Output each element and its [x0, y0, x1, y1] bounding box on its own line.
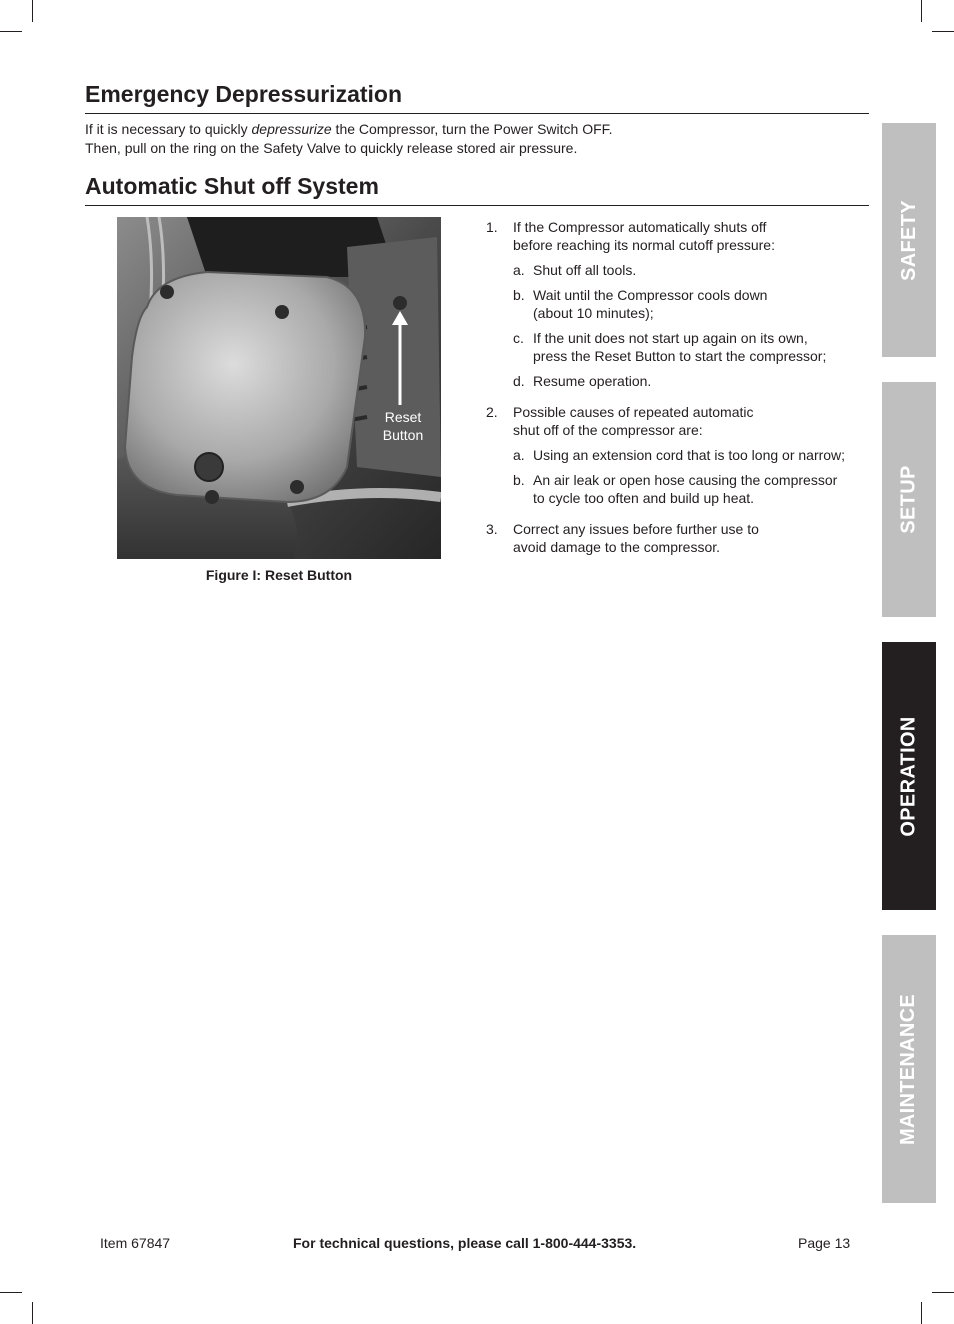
step-number: 1.: [486, 219, 498, 235]
section-heading-emergency: Emergency Depressurization: [85, 80, 869, 114]
substep-line2: press the Reset Button to start the compressor;: [533, 348, 827, 364]
substep-letter: a.: [513, 447, 525, 463]
substep-letter: c.: [513, 330, 524, 346]
substep-line2: to cycle too often and build up heat.: [533, 490, 755, 506]
step-line2: avoid damage to the compressor.: [513, 539, 721, 555]
substep-line1: An air leak or open hose causing the compressor: [533, 472, 838, 488]
compressor-photo: [117, 217, 441, 559]
substep-line2: (about 10 minutes);: [533, 305, 654, 321]
substep-letter: b.: [513, 472, 525, 488]
emergency-text-line2: Then, pull on the ring on the Safety Valve to quickly release stored air pressure.: [85, 139, 578, 156]
footer-support-line: For technical questions, please call 1-800-444-3353.: [293, 1235, 637, 1251]
substep-line1: Wait until the Compressor cools down: [533, 287, 768, 303]
section-heading-auto-shutoff: Automatic Shut off System: [85, 172, 869, 206]
crop-mark: [932, 31, 954, 32]
substep-line1: Using an extension cord that is too long or narrow;: [533, 447, 846, 463]
substep-2b: [513, 471, 871, 507]
footer-item-number: Item 67847: [100, 1235, 171, 1251]
crop-mark: [921, 0, 922, 22]
tab-safety[interactable]: [882, 123, 936, 357]
step-line1: Correct any issues before further use to: [513, 521, 759, 537]
footer-page-number: Page 13: [798, 1235, 851, 1251]
substep-line1: If the unit does not start up again on its own,: [533, 330, 808, 346]
tab-setup[interactable]: [882, 382, 936, 617]
substep-letter: d.: [513, 373, 525, 389]
substep-1b: [513, 286, 871, 322]
figure-caption: Figure I: Reset Button: [205, 567, 353, 583]
emergency-paragraph: [85, 120, 845, 157]
step-line1: Possible causes of repeated automatic: [513, 404, 754, 420]
step-number: 3.: [486, 521, 498, 537]
crop-mark: [32, 1302, 33, 1324]
tab-operation[interactable]: [882, 642, 936, 910]
crop-mark: [921, 1302, 922, 1324]
tab-maintenance[interactable]: [882, 935, 936, 1203]
tab-label: SAFETY: [897, 199, 920, 281]
step-3: [486, 520, 871, 556]
crop-mark: [0, 1292, 22, 1293]
substep-line1: Resume operation.: [533, 373, 652, 389]
crop-mark: [932, 1292, 954, 1293]
substep-letter: b.: [513, 287, 525, 303]
step-1: [486, 218, 871, 390]
tab-label: OPERATION: [897, 715, 920, 837]
shutoff-steps: [486, 218, 871, 569]
callout-line2: Button: [382, 427, 424, 443]
step-line2: before reaching its normal cutoff pressure:: [513, 237, 775, 253]
reset-button-callout: [372, 408, 434, 444]
emergency-text-emphasis: depressurize: [251, 121, 332, 137]
substep-line1: Shut off all tools.: [533, 262, 637, 278]
callout-line1: Reset: [384, 409, 422, 425]
tab-label: MAINTENANCE: [897, 993, 920, 1145]
emergency-text-after: the Compressor, turn the Power Switch OFF.: [331, 121, 613, 137]
substep-1a: [513, 261, 871, 279]
substep-letter: a.: [513, 262, 525, 278]
tab-label: SETUP: [897, 465, 920, 534]
step-number: 2.: [486, 404, 498, 420]
crop-mark: [0, 31, 22, 32]
step-line2: shut off of the compressor are:: [513, 422, 703, 438]
step-2: [486, 403, 871, 507]
emergency-text-before: If it is necessary to quickly: [85, 121, 252, 137]
crop-mark: [32, 0, 33, 22]
substep-2a: [513, 446, 871, 464]
substep-1c: [513, 329, 871, 365]
substep-1d: [513, 372, 871, 390]
step-line1: If the Compressor automatically shuts off: [513, 219, 767, 235]
